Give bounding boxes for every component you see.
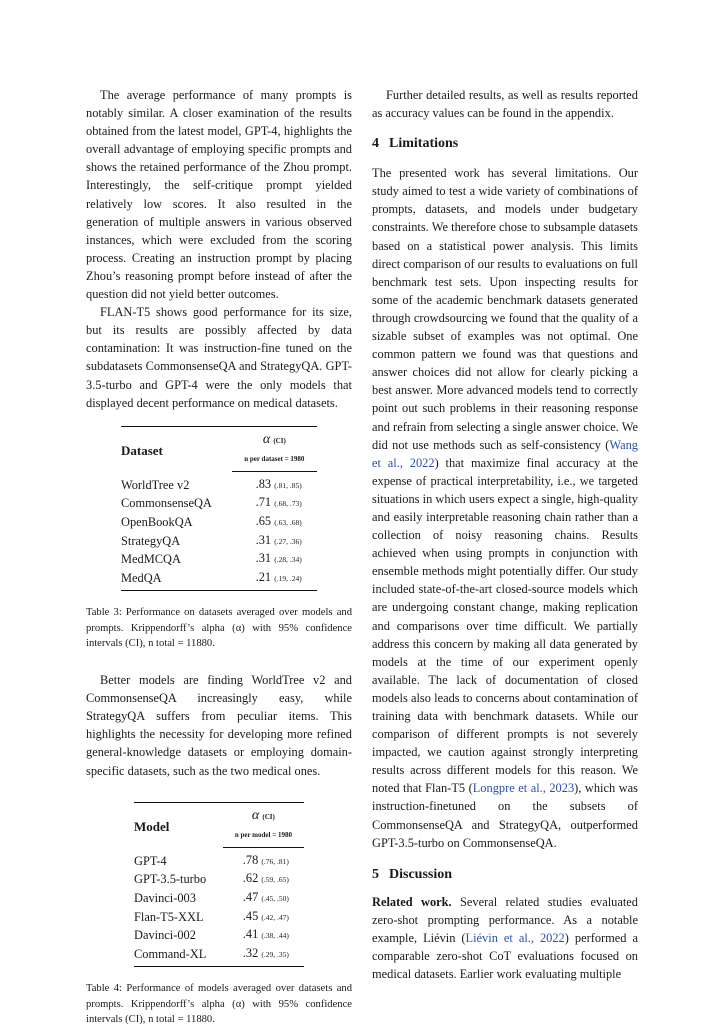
- table-row: OpenBookQA .65 (.63, .68): [121, 513, 317, 532]
- table-row: Davinci-002 .41 (.38, .44): [134, 926, 304, 945]
- table-row: GPT-4 .78 (.76, .81): [134, 847, 304, 870]
- limitations-text-b: ) that maximize final accuracy at the expense of practical interpretability, i.e., we targeted situations in which users expect a single, high-quality and easily interpretable reasoning chain rather than a collection of noisy reasoning chains. Results achieved when using prompts in conjunction with ensemble methods might potentially differ. Our study included state-of-the-art closed-source models which are undergoing constant change, making replication and comparisons over time difficult. We partially address this concern by making all data generated by models at the time of our experiment openly available. The lack of documentation of closed models also leads to concerns about contamination of training data with benchmark datasets. While our comparison of different prompts is not severely impacted, we caution against strongly interpreting results across different models for this reason. We noted that Flan-T5 (: [372, 455, 638, 796]
- table-4-row-value: .45: [242, 908, 259, 923]
- right-column: [372, 86, 638, 983]
- table-4-row-name: GPT-3.5-turbo: [134, 872, 207, 887]
- section-5-title: Discussion: [389, 866, 453, 882]
- table-4-row-value: .62: [242, 871, 259, 886]
- left-paragraph-2: FLAN-T5 shows good performance for its size, but its results are possibly affected by data contamination: It was instruction-fine tuned on the subdatasets CommonsenseQA and StrategyQA. GPT-3.5-turbo and GPT-4 were the only models that displayed decent performance on medical datasets.: [86, 305, 352, 410]
- table-4-caption: Table 4: Performance of models averaged over datasets and prompts. Krippendorff’s alpha (α) with 95% confidence intervals (CI), n total = 11880.: [86, 983, 352, 1025]
- table-3-row-name: WorldTree v2: [121, 477, 190, 492]
- table-4-row-ci: .45, .50: [263, 893, 287, 903]
- table-3-col-header: Dataset: [121, 442, 163, 458]
- table-row: Davinci-003 .47 (.45, .50): [134, 889, 304, 908]
- section-4-heading: [372, 135, 638, 153]
- table-4-row-ci: .42, .47: [263, 912, 287, 922]
- table-4-row-name: Davinci-003: [134, 890, 196, 905]
- citation-wang-2022[interactable]: Wang et al., 2022: [372, 437, 638, 470]
- table-3-subheader: n per dataset = 1980: [244, 455, 305, 464]
- table-3-row-name: MedMCQA: [121, 552, 181, 567]
- table-row: WorldTree v2 .83 (.81, .85): [121, 471, 317, 494]
- table-3-row-value: .31: [255, 532, 272, 547]
- related-work-text-a: Several related studies evaluated zero-shot prompting performance. As a notable example, Liévin (: [372, 894, 638, 945]
- table-4-row-value: .47: [242, 889, 259, 904]
- table-3-caption: Table 3: Performance on datasets averaged over models and prompts. Krippendorff’s alpha (α) with 95% confidence intervals (CI), n total = 11880.: [86, 607, 352, 649]
- table-3-row-value: .31: [255, 551, 272, 566]
- section-5-heading: [372, 866, 638, 884]
- table-row: Command-XL .32 (.29, .35): [134, 945, 304, 967]
- table-3-row-ci: .68, .73: [276, 499, 300, 509]
- left-paragraph-3: Better models are finding WorldTree v2 and CommonsenseQA increasingly easy, while StrategyQA suffers from peculiar items. This highlights the necessity for developing more refined general-knowledge datasets or employing domain-specific datasets, such as the two medical ones.: [86, 673, 352, 778]
- table-3-row-value: .83: [255, 476, 272, 491]
- table-4-row-name: Davinci-002: [134, 928, 196, 943]
- table-4-alpha-symbol: α: [251, 807, 260, 823]
- table-3-row-ci: .27, .36: [276, 536, 300, 546]
- table-3-row-ci: .28, .34: [276, 555, 300, 565]
- table-4-row-value: .32: [242, 945, 259, 960]
- section-4-number: 4: [372, 136, 379, 152]
- table-row: GPT-3.5-turbo .62 (.59, .65): [134, 870, 304, 889]
- related-work-text-b: ) performed a comparable zero-shot CoT evaluations focused on medical datasets. Earlier work evaluating multiple: [372, 930, 638, 982]
- table-3-row-value: .65: [255, 514, 272, 529]
- table-4-row-value: .78: [242, 852, 259, 867]
- table-4-row-name: Command-XL: [134, 945, 223, 967]
- table-4-row-ci: .29, .35: [263, 949, 287, 959]
- table-row: MedQA .21 (.19, .24): [121, 569, 317, 591]
- table-3-alpha-symbol: α: [262, 431, 271, 447]
- section-5-number: 5: [372, 866, 379, 882]
- right-paragraph-1: Further detailed results, as well as results reported as accuracy values can be found in the appendix.: [372, 88, 638, 121]
- table-4-col-header: Model: [134, 818, 170, 834]
- citation-lievin-2022[interactable]: Liévin et al., 2022: [465, 930, 565, 945]
- left-column: [86, 86, 352, 1027]
- table-3-row-name: MedQA: [121, 569, 232, 591]
- table-4: [134, 802, 304, 968]
- limitations-text-a: The presented work has several limitations. Our study aimed to test a wide variety of combinations of prompts, datasets, and models under budgetary constraints. We therefore chose to subsample datasets based on a statistical power analysis. This limits direct comparison of our results to evaluations on full benchmark test sets. Upon inspecting results for some of the academic benchmark datasets generated through crowdsourcing we found that the quality of a sizable subset of examples was not optimal. One common pattern we found was that questions and answer choices did not allow for clearly picking a best answer. More advanced models tend to correctly point out such problems in their reasoning response and refrain from selecting a single answer choice. We did not use methods such as self-consistency (: [372, 166, 638, 452]
- table-row: MedMCQA .31 (.28, .34): [121, 550, 317, 569]
- citation-longpre-2023[interactable]: Longpre et al., 2023: [472, 781, 575, 796]
- limitations-text-c: ), which was instruction-finetuned on the subsets of CommonsenseQA and StrategyQA, outperformed GPT-3.5-turbo on CommonsenseQA.: [372, 781, 638, 850]
- table-3-row-ci: .63, .68: [276, 518, 300, 528]
- table-4-subheader: n per model = 1980: [234, 831, 292, 840]
- table-3: [121, 426, 317, 592]
- related-work-paragraph: [372, 893, 638, 983]
- table-4-ci-label: (CI): [262, 812, 275, 821]
- table-4-row-value: .41: [242, 927, 259, 942]
- related-work-heading: Related work.: [372, 894, 452, 909]
- table-4-row-name: GPT-4: [134, 853, 167, 868]
- table-3-row-value: .71: [255, 495, 272, 510]
- left-paragraph-1: The average performance of many prompts is notably similar. A closer examination of the results obtained from the latest model, GPT-4, highlights the overall advantage of employing specific prompts and shows the retained performance of the Zhou prompt. Interestingly, the self-critique prompt yielded relatively low scores. It also resulted in the generation of multiple answers in various observed instances, which were excluded from the scoring process. Creating an instruction prompt by placing Zhou’s reasoning prompt before instead of after the question did not yield better outcomes.: [86, 88, 352, 302]
- table-4-row-name: Flan-T5-XXL: [134, 909, 204, 924]
- table-3-row-name: CommonsenseQA: [121, 496, 212, 511]
- table-row: StrategyQA .31 (.27, .36): [121, 532, 317, 551]
- table-4-row-ci: .59, .65: [263, 875, 287, 885]
- limitations-paragraph: [372, 164, 638, 852]
- table-3-ci-label: (CI): [273, 436, 286, 445]
- table-4-row-ci: .76, .81: [263, 856, 287, 866]
- table-3-row-ci: .19, .24: [276, 573, 300, 583]
- section-4-title: Limitations: [389, 136, 459, 152]
- table-3-row-name: StrategyQA: [121, 533, 181, 548]
- table-row: Flan-T5-XXL .45 (.42, .47): [134, 908, 304, 927]
- table-3-row-value: .21: [255, 569, 272, 584]
- table-3-row-ci: .81, .85: [276, 480, 300, 490]
- table-row: CommonsenseQA .71 (.68, .73): [121, 494, 317, 513]
- table-4-row-ci: .38, .44: [263, 931, 287, 941]
- table-3-row-name: OpenBookQA: [121, 515, 193, 530]
